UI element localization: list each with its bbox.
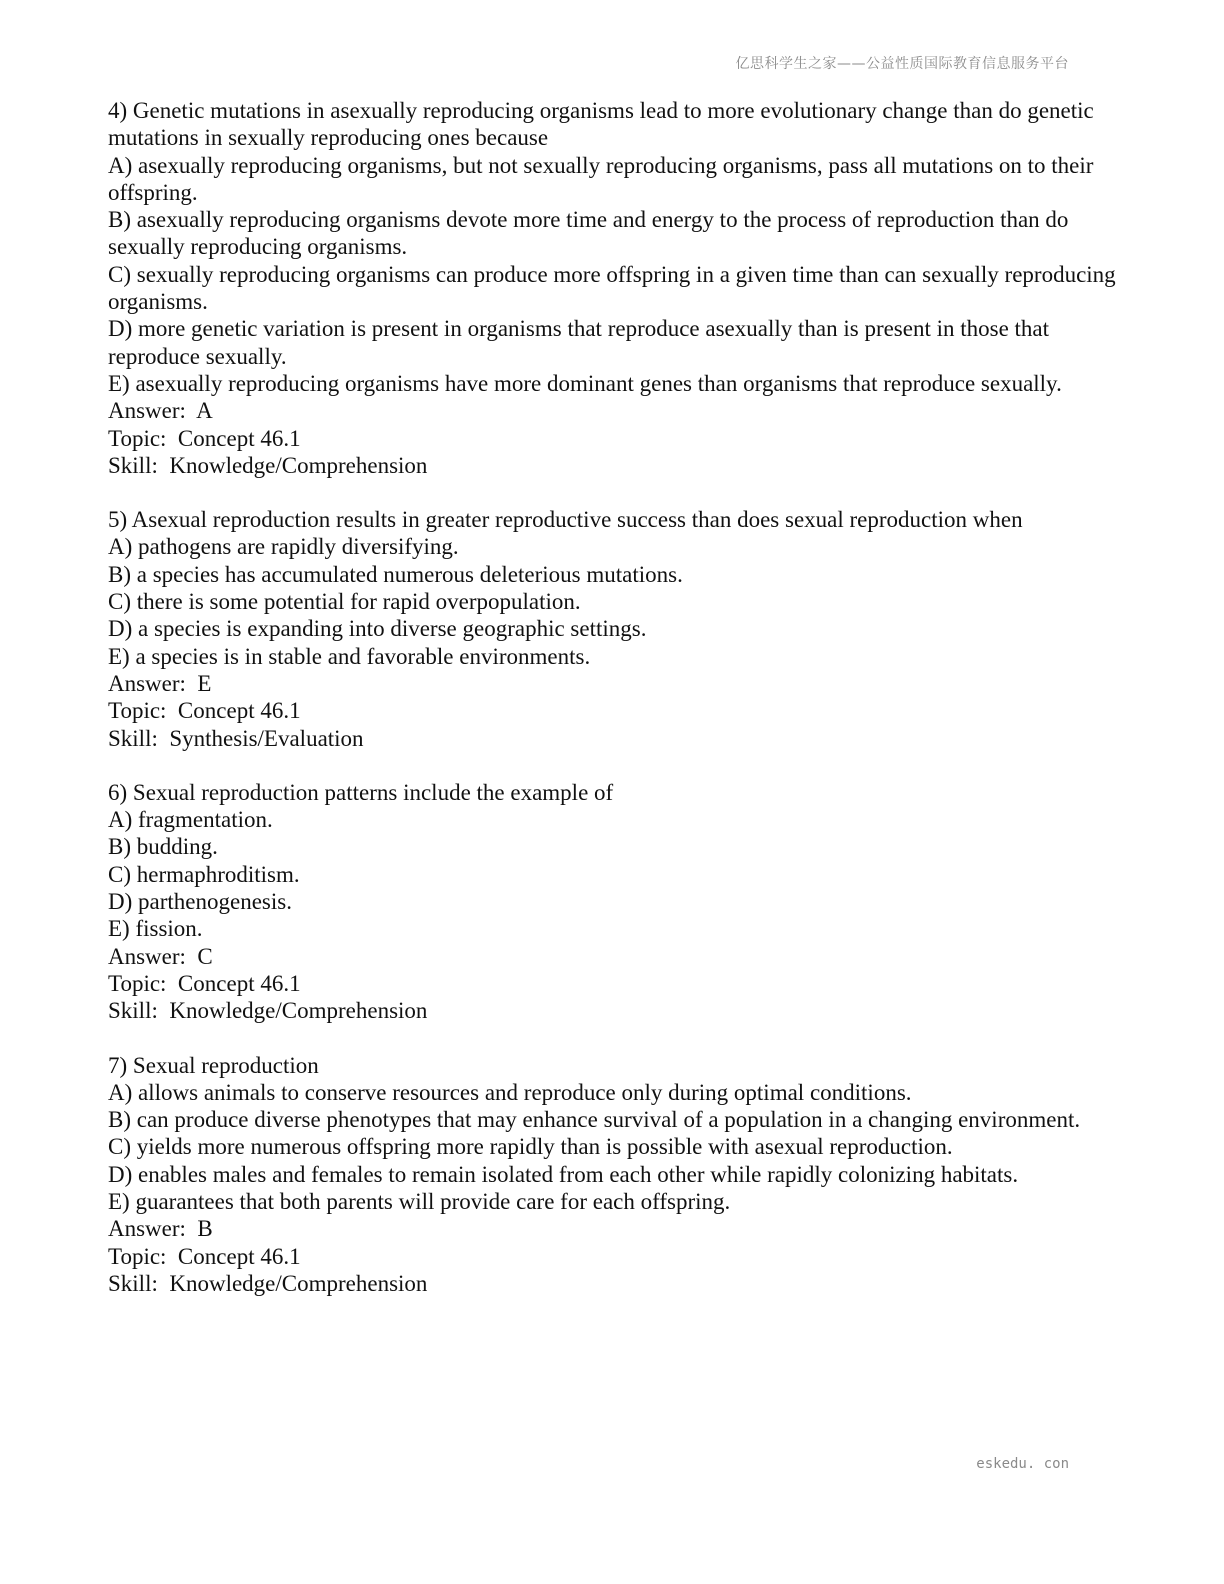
option-d: D) enables males and females to remain isolated from each other while rapidly colonizing habitats. — [108, 1161, 1019, 1187]
answer-line: Answer: B — [108, 1216, 213, 1242]
option-a: A) asexually reproducing organisms, but not sexually reproducing organisms, pass all mutations on to their offspring. — [108, 152, 1100, 205]
option-c: C) hermaphroditism. — [108, 861, 300, 887]
answer-line: Answer: A — [108, 398, 213, 424]
question-7 — [108, 1052, 1118, 1298]
option-c: C) there is some potential for rapid overpopulation. — [108, 589, 581, 615]
question-stem: 5) Asexual reproduction results in greater reproductive success than does sexual reproduction when — [108, 507, 1023, 533]
option-c: C) sexually reproducing organisms can produce more offspring in a given time than can sexually reproducing organisms. — [108, 261, 1122, 315]
option-e: E) guarantees that both parents will provide care for each offspring. — [108, 1188, 731, 1214]
option-c: C) yields more numerous offspring more rapidly than is possible with asexual reproduction. — [108, 1134, 953, 1160]
option-d: D) parthenogenesis. — [108, 889, 292, 915]
question-stem: 6) Sexual reproduction patterns include the example of — [108, 779, 614, 805]
option-d: D) more genetic variation is present in organisms that reproduce asexually than is present in those that reproduce sexually. — [108, 316, 1055, 369]
footer-watermark: eskedu. con — [976, 1456, 1069, 1472]
topic-line: Topic: Concept 46.1 — [108, 698, 301, 724]
question-stem: 7) Sexual reproduction — [108, 1052, 319, 1078]
option-b: B) budding. — [108, 834, 218, 860]
option-a: A) fragmentation. — [108, 807, 273, 833]
option-b: B) asexually reproducing organisms devote more time and energy to the process of reproduction than do sexually reproducing organisms. — [108, 207, 1075, 260]
answer-line: Answer: E — [108, 670, 212, 696]
header-watermark: 亿思科学生之家——公益性质国际教育信息服务平台 — [735, 56, 1069, 72]
option-e: E) fission. — [108, 916, 203, 942]
option-e: E) a species is in stable and favorable environments. — [108, 643, 591, 669]
option-a: A) pathogens are rapidly diversifying. — [108, 534, 459, 560]
option-d: D) a species is expanding into diverse geographic settings. — [108, 616, 647, 642]
question-4 — [108, 97, 1122, 479]
question-6 — [108, 779, 1118, 1025]
skill-line: Skill: Knowledge/Comprehension — [108, 998, 428, 1024]
skill-line: Skill: Synthesis/Evaluation — [108, 725, 364, 751]
answer-line: Answer: C — [108, 943, 213, 969]
option-b: B) can produce diverse phenotypes that may enhance survival of a population in a changing environment. — [108, 1107, 1081, 1133]
skill-line: Skill: Knowledge/Comprehension — [108, 1270, 428, 1296]
topic-line: Topic: Concept 46.1 — [108, 425, 301, 451]
question-5 — [108, 506, 1118, 752]
question-list — [108, 97, 1122, 1324]
topic-line: Topic: Concept 46.1 — [108, 1243, 301, 1269]
question-stem: 4) Genetic mutations in asexually reproducing organisms lead to more evolutionary change than do genetic mutations in sexually reproducing ones because — [108, 98, 1100, 151]
topic-line: Topic: Concept 46.1 — [108, 970, 301, 996]
option-e: E) asexually reproducing organisms have more dominant genes than organisms that reproduce sexually. — [108, 370, 1062, 396]
option-b: B) a species has accumulated numerous deleterious mutations. — [108, 561, 683, 587]
option-a: A) allows animals to conserve resources and reproduce only during optimal conditions. — [108, 1079, 912, 1105]
skill-line: Skill: Knowledge/Comprehension — [108, 452, 428, 478]
